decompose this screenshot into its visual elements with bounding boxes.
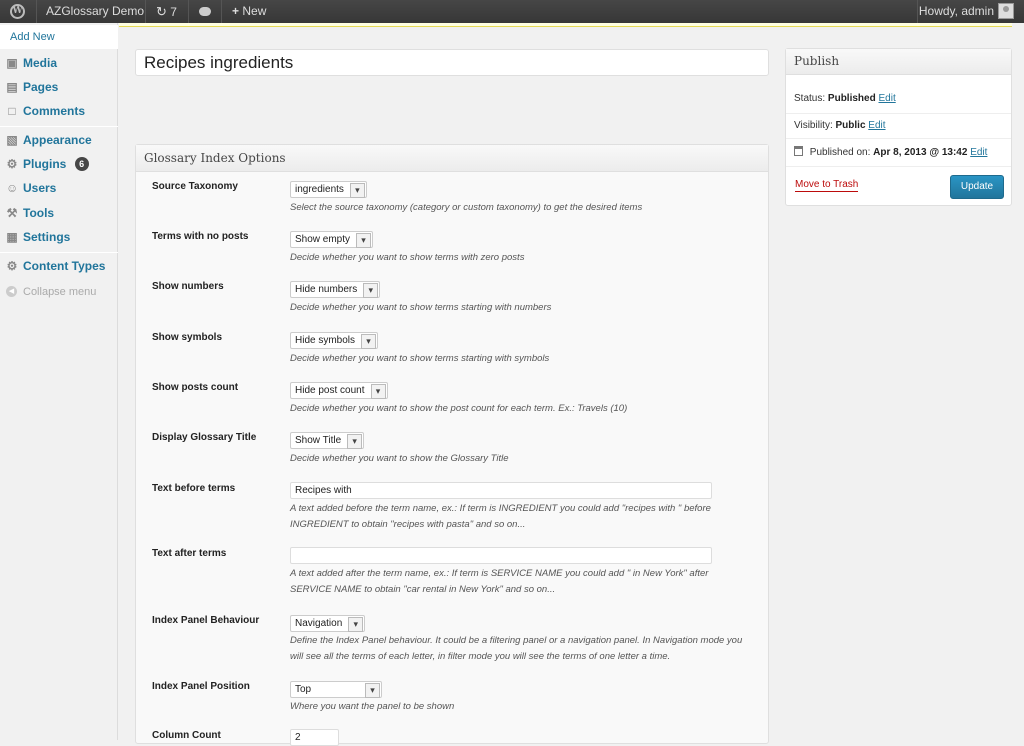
post-title-input[interactable]: Recipes ingredients <box>135 49 769 76</box>
calendar-icon <box>794 146 803 156</box>
wordpress-logo-button[interactable] <box>0 0 36 23</box>
new-label: New <box>242 4 267 18</box>
edit-status-link[interactable]: Edit <box>878 93 896 104</box>
option-description: Select the source taxonomy (category or custom taxonomy) to get the desired items <box>290 202 643 213</box>
visibility-row <box>794 120 886 131</box>
admin-bar-divider <box>145 0 146 23</box>
status-row <box>794 93 896 104</box>
menu-item-label: Comments <box>23 104 86 118</box>
menu-item-settings[interactable] <box>0 225 118 249</box>
publish-box <box>785 48 1012 206</box>
admin-notice <box>119 23 1012 27</box>
admin-bar-divider <box>36 0 37 23</box>
publish-box-title[interactable]: Publish <box>786 49 1011 75</box>
option-description: A text added after the term name, ex.: If term is SERVICE NAME you could add " in New York" after SERVICE NAME to obtain "car rental in New York" and so on... <box>290 568 709 595</box>
collapse-arrow-icon: ◀ <box>6 286 17 297</box>
settings-icon: ▦ <box>6 230 18 244</box>
option-label: Index Panel Position <box>152 681 250 692</box>
appearance-icon: ▧ <box>6 133 18 147</box>
edit-visibility-link[interactable]: Edit <box>868 120 886 131</box>
menu-item-tools[interactable] <box>0 201 118 225</box>
option-description: Decide whether you want to show the post count for each term. Ex.: Travels (10) <box>290 403 628 414</box>
media-icon: ▣ <box>6 56 18 70</box>
plugins-icon: ⚙ <box>6 157 18 171</box>
option-label: Show symbols <box>152 332 223 343</box>
new-content-link[interactable] <box>232 0 266 23</box>
show-numbers-select[interactable]: Hide numbers ▾ <box>290 281 380 298</box>
publish-divider <box>786 113 1011 114</box>
menu-item-media[interactable] <box>0 51 118 75</box>
menu-item-label: Tools <box>23 206 55 220</box>
menu-item-label: Settings <box>23 230 71 244</box>
source-taxonomy-select[interactable]: ingredients ▾ <box>290 181 367 198</box>
howdy-user-link[interactable]: Howdy, admin <box>918 4 994 18</box>
comments-icon: □ <box>8 104 16 118</box>
menu-item-comments[interactable] <box>0 99 118 123</box>
admin-bar-divider <box>188 0 189 23</box>
plus-icon: + <box>232 4 240 18</box>
users-icon: ☺ <box>6 181 19 195</box>
visibility-value: Public <box>835 120 866 131</box>
menu-item-pages[interactable] <box>0 75 118 99</box>
show-posts-count-select[interactable]: Hide post count ▾ <box>290 382 388 399</box>
option-label: Column Count <box>152 730 221 741</box>
menu-item-label: Plugins <box>23 157 67 171</box>
option-description: Decide whether you want to show terms starting with numbers <box>290 302 552 313</box>
comments-link[interactable] <box>199 0 211 23</box>
menu-item-label: Media <box>23 56 58 70</box>
index-panel-behaviour-select[interactable]: Navigation ▾ <box>290 615 365 632</box>
publish-divider <box>786 138 1011 139</box>
option-label: Show posts count <box>152 382 239 393</box>
option-description: Where you want the panel to be shown <box>290 701 455 712</box>
glossary-index-options-box <box>135 144 769 744</box>
menu-item-label: Content Types <box>23 259 106 273</box>
edit-date-link[interactable]: Edit <box>970 147 988 158</box>
update-button[interactable]: Update <box>950 175 1004 199</box>
tools-icon: ⚒ <box>6 206 18 220</box>
option-label: Text after terms <box>152 548 227 559</box>
published-on-label: Published on: <box>809 147 871 158</box>
index-panel-position-select[interactable]: Top ▾ <box>290 681 382 698</box>
menu-item-users[interactable] <box>0 176 118 200</box>
menu-item-appearance[interactable] <box>0 128 118 152</box>
visibility-label: Visibility: <box>794 120 833 131</box>
avatar[interactable] <box>998 3 1014 19</box>
updates-count: 7 <box>170 5 177 19</box>
updates-link[interactable] <box>156 0 177 23</box>
text-after-terms-input[interactable] <box>290 547 712 564</box>
option-description: Define the Index Panel behaviour. It could be a filtering panel or a navigation panel. In Navigation mode you will see all the terms of each letter, in filter mode you will see the terms of one letter a time. <box>290 635 743 662</box>
menu-divider <box>0 126 118 127</box>
comment-bubble-icon <box>199 7 211 16</box>
plugins-update-badge: 6 <box>75 157 89 171</box>
option-label: Display Glossary Title <box>152 432 257 443</box>
menu-item-label: Users <box>23 181 57 195</box>
options-box-title[interactable]: Glossary Index Options <box>136 145 768 172</box>
admin-bar-divider <box>917 0 918 23</box>
text-before-terms-input[interactable]: Recipes with <box>290 482 712 499</box>
move-to-trash-link[interactable]: Move to Trash <box>795 179 859 190</box>
submenu-add-new[interactable]: Add New <box>0 25 118 49</box>
option-description: Decide whether you want to show terms with zero posts <box>290 252 525 263</box>
status-value: Published <box>827 93 876 104</box>
content-types-icon: ⚙ <box>6 259 18 273</box>
collapse-menu-button[interactable] <box>0 282 118 302</box>
wordpress-logo-icon: W <box>10 4 25 19</box>
status-label: Status: <box>794 93 826 104</box>
option-description: A text added before the term name, ex.: If term is INGREDIENT you could add "recipes with " before INGREDIENT to obtain "recipes with pasta" and so on... <box>290 503 711 530</box>
option-label: Show numbers <box>152 281 224 292</box>
option-description: Decide whether you want to show terms starting with symbols <box>290 353 550 364</box>
menu-item-plugins[interactable] <box>0 152 118 176</box>
admin-bar-divider <box>221 0 222 23</box>
collapse-menu-label: Collapse menu <box>23 286 97 298</box>
menu-item-label: Appearance <box>23 133 92 147</box>
option-label: Index Panel Behaviour <box>152 615 260 626</box>
admin-bar <box>0 0 1024 23</box>
column-count-input[interactable]: 2 <box>290 729 339 746</box>
menu-divider <box>0 252 118 253</box>
publish-divider <box>786 166 1011 167</box>
published-on-value: Apr 8, 2013 @ 13:42 <box>873 147 968 158</box>
option-label: Text before terms <box>152 483 236 494</box>
show-symbols-select[interactable]: Hide symbols ▾ <box>290 332 378 349</box>
option-label: Terms with no posts <box>152 231 249 242</box>
option-label: Source Taxonomy <box>152 181 238 192</box>
menu-item-content-types[interactable] <box>0 254 118 278</box>
updates-icon: ↻ <box>156 4 167 19</box>
pages-icon: ▤ <box>6 80 18 94</box>
menu-item-label: Pages <box>23 80 59 94</box>
admin-menu <box>0 23 118 740</box>
option-description: Decide whether you want to show the Glossary Title <box>290 453 509 464</box>
site-name-link[interactable]: AZGlossary Demo <box>46 4 145 18</box>
display-glossary-title-select[interactable]: Show Title ▾ <box>290 432 364 449</box>
terms-with-no-posts-select[interactable]: Show empty ▾ <box>290 231 373 248</box>
published-on-row <box>794 146 987 158</box>
